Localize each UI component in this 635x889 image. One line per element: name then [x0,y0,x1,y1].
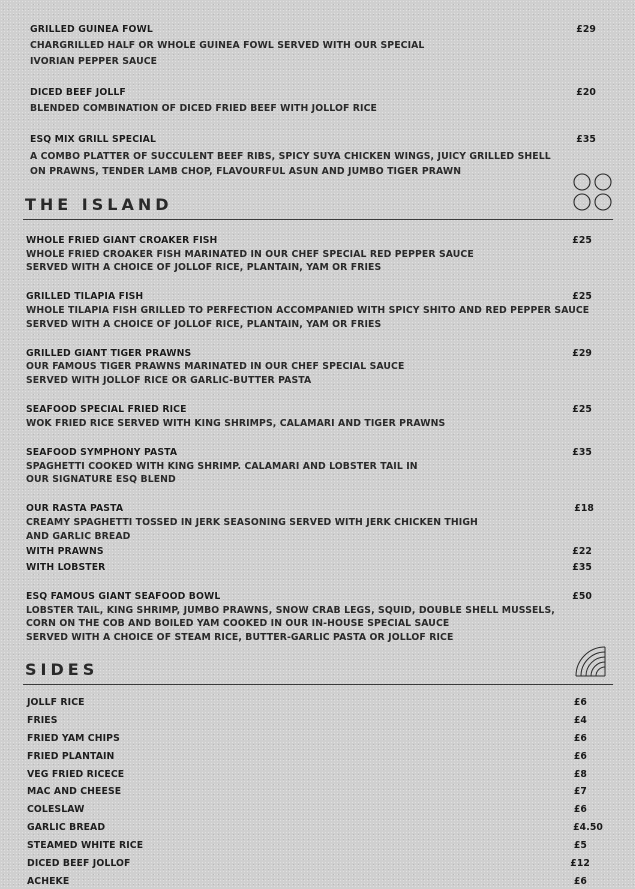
side-name: DICED BEEF JOLLOF [27,858,131,869]
side-price: £4 [573,715,587,726]
item-price: £35 [572,562,592,573]
item-price: £25 [572,404,592,415]
item-price: £50 [572,591,592,602]
item-desc: A COMBO PLATTER OF SUCCULENT BEEF RIBS, SPICY SUYA CHICKEN WINGS, JUICY GRILLED SHELL [30,151,551,162]
item-price: £35 [572,447,592,458]
item-name: ESQ FAMOUS GIANT SEAFOOD BOWL [26,591,221,602]
item-price: £25 [572,235,592,246]
side-price: £6 [573,751,587,762]
side-name: FRIED PLANTAIN [27,751,115,762]
item-name: DICED BEEF JOLLF [30,87,126,98]
item-price: £29 [576,24,596,35]
item-desc: BLENDED COMBINATION OF DICED FRIED BEEF WITH JOLLOF RICE [30,103,377,114]
side-price: £6 [573,876,587,887]
item-name: GRILLED GUINEA FOWL [30,24,153,35]
side-price: £8 [573,769,587,780]
item-desc: OUR FAMOUS TIGER PRAWNS MARINATED IN OUR CHEF SPECIAL SAUCE [26,361,405,372]
item-name: GRILLED TILAPIA FISH [26,291,144,302]
item-desc: CORN ON THE COB AND BOILED YAM COOKED IN OUR IN-HOUSE SPECIAL SAUCE [26,618,450,629]
side-price: £4.50 [573,822,603,833]
side-name: MAC AND CHEESE [27,786,122,797]
item-price: £25 [572,291,592,302]
item-name: WITH LOBSTER [26,562,106,573]
item-name: OUR RASTA PASTA [26,503,124,514]
item-name: GRILLED GIANT TIGER PRAWNS [26,348,192,359]
item-desc: SERVED WITH A CHOICE OF STEAM RICE, BUTTER-GARLIC PASTA OR JOLLOF RICE [26,632,454,643]
item-desc: IVORIAN PEPPER SAUCE [30,56,158,67]
item-desc: WOK FRIED RICE SERVED WITH KING SHRIMPS, CALAMARI AND TIGER PRAWNS [26,418,446,429]
item-desc: SERVED WITH A CHOICE OF JOLLOF RICE, PLANTAIN, YAM OR FRIES [26,319,382,330]
side-price: £6 [573,804,587,815]
item-desc: CREAMY SPAGHETTI TOSSED IN JERK SEASONING SERVED WITH JERK CHICKEN THIGH [26,517,478,528]
item-price: £18 [574,503,594,514]
side-name: STEAMED WHITE RICE [27,840,144,851]
item-desc: WHOLE FRIED CROAKER FISH MARINATED IN OUR CHEF SPECIAL RED PEPPER SAUCE [26,249,474,260]
item-name: SEAFOOD SYMPHONY PASTA [26,447,178,458]
item-price: £29 [572,348,592,359]
item-name: WITH PRAWNS [26,546,104,557]
item-desc: LOBSTER TAIL, KING SHRIMP, JUMBO PRAWNS, SNOW CRAB LEGS, SQUID, DOUBLE SHELL MUSSELS, [26,605,555,616]
side-price: £5 [573,840,587,851]
side-name: GARLIC BREAD [27,822,106,833]
item-desc: SPAGHETTI COOKED WITH KING SHRIMP. CALAMARI AND LOBSTER TAIL IN [26,461,418,472]
side-name: FRIES [27,715,58,726]
section-title-sides: SIDES [25,660,99,679]
item-desc: WHOLE TILAPIA FISH GRILLED TO PERFECTION ACCOMPANIED WITH SPICY SHITO AND RED PEPPER SAUCE [26,305,590,316]
item-name: WHOLE FRIED GIANT CROAKER FISH [26,235,218,246]
side-price: £6 [573,733,587,744]
item-desc: CHARGRILLED HALF OR WHOLE GUINEA FOWL SERVED WITH OUR SPECIAL [30,40,425,51]
item-price: £22 [572,546,592,557]
side-name: JOLLF RICE [27,697,85,708]
item-price: £35 [576,134,596,145]
side-name: COLESLAW [27,804,85,815]
item-desc: AND GARLIC BREAD [26,531,131,542]
arc-lines-icon [574,645,608,677]
side-price: £6 [573,697,587,708]
side-name: VEG FRIED RICECE [27,769,125,780]
item-name: SEAFOOD SPECIAL FRIED RICE [26,404,187,415]
item-price: £20 [576,87,596,98]
item-desc: ON PRAWNS, TENDER LAMB CHOP, FLAVOURFUL ASUN AND JUMBO TIGER PRAWN [30,166,462,177]
section-divider [23,219,613,220]
side-name: FRIED YAM CHIPS [27,733,120,744]
side-price: £12 [570,858,590,869]
four-circles-icon [572,172,614,212]
item-desc: SERVED WITH A CHOICE OF JOLLOF RICE, PLANTAIN, YAM OR FRIES [26,262,382,273]
item-desc: SERVED WITH JOLLOF RICE OR GARLIC-BUTTER PASTA [26,375,312,386]
side-name: ACHEKE [27,876,70,887]
item-name: ESQ MIX GRILL SPECIAL [30,134,156,145]
section-title-island: THE ISLAND [25,195,173,214]
item-desc: OUR SIGNATURE ESQ BLEND [26,474,176,485]
section-divider [23,684,613,685]
side-price: £7 [573,786,587,797]
